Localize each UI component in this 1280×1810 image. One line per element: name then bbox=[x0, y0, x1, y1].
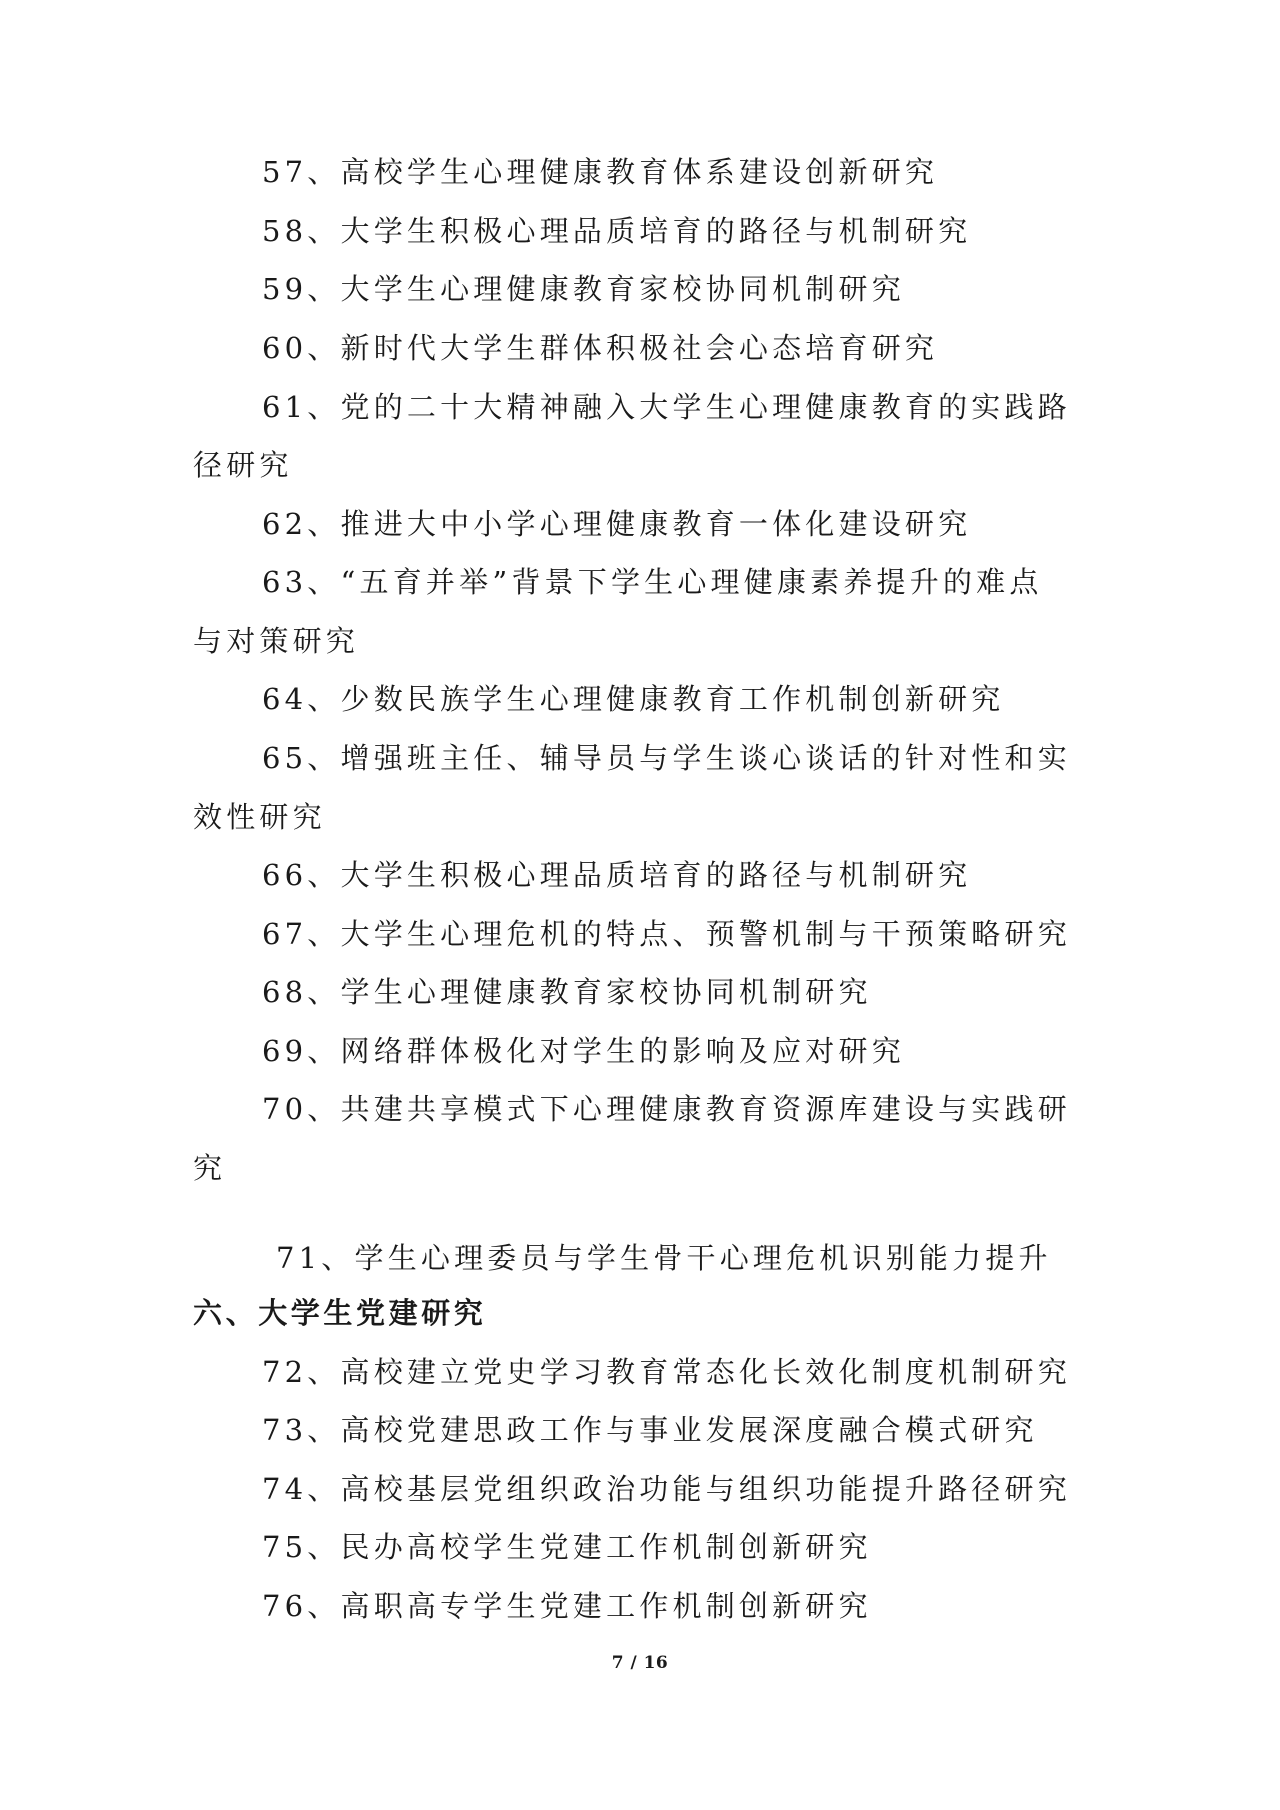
list-item-57: 57、高校学生心理健康教育体系建设创新研究 bbox=[262, 155, 939, 189]
list-item-60: 60、新时代大学生群体积极社会心态培育研究 bbox=[262, 331, 939, 365]
list-item-65-line-1: 65、增强班主任、辅导员与学生谈心谈话的针对性和实 bbox=[262, 741, 1071, 775]
list-item-68: 68、学生心理健康教育家校协同机制研究 bbox=[262, 975, 872, 1009]
list-item-70-line-2: 究 bbox=[193, 1151, 227, 1185]
list-item-62: 62、推进大中小学心理健康教育一体化建设研究 bbox=[262, 507, 972, 541]
page-number: 7 / 16 bbox=[611, 1653, 669, 1673]
list-item-76: 76、高职高专学生党建工作机制创新研究 bbox=[262, 1589, 872, 1623]
list-item-75: 75、民办高校学生党建工作机制创新研究 bbox=[262, 1530, 872, 1564]
list-item-70-line-1: 70、共建共享模式下心理健康教育资源库建设与实践研 bbox=[262, 1092, 1071, 1126]
list-item-69: 69、网络群体极化对学生的影响及应对研究 bbox=[262, 1034, 905, 1068]
section-heading: 六、大学生党建研究 bbox=[193, 1296, 487, 1330]
list-item-66: 66、大学生积极心理品质培育的路径与机制研究 bbox=[262, 858, 972, 892]
list-item-67: 67、大学生心理危机的特点、预警机制与干预策略研究 bbox=[262, 917, 1071, 951]
list-item-74: 74、高校基层党组织政治功能与组织功能提升路径研究 bbox=[262, 1472, 1071, 1506]
list-item-72: 72、高校建立党史学习教育常态化长效化制度机制研究 bbox=[262, 1355, 1071, 1389]
list-item-61-line-1: 61、党的二十大精神融入大学生心理健康教育的实践路 bbox=[262, 390, 1071, 424]
list-item-61-line-2: 径研究 bbox=[193, 448, 293, 482]
list-item-73: 73、高校党建思政工作与事业发展深度融合模式研究 bbox=[262, 1413, 1038, 1447]
list-item-64: 64、少数民族学生心理健康教育工作机制创新研究 bbox=[262, 682, 1005, 716]
list-item-58: 58、大学生积极心理品质培育的路径与机制研究 bbox=[262, 214, 972, 248]
list-item-63-line-1: 63、“五育并举”背景下学生心理健康素养提升的难点 bbox=[262, 565, 1043, 599]
list-item-59: 59、大学生心理健康教育家校协同机制研究 bbox=[262, 272, 905, 306]
list-item-71: 71、学生心理委员与学生骨干心理危机识别能力提升 bbox=[276, 1241, 1052, 1275]
list-item-65-line-2: 效性研究 bbox=[193, 800, 326, 834]
list-item-63-line-2: 与对策研究 bbox=[193, 624, 360, 658]
